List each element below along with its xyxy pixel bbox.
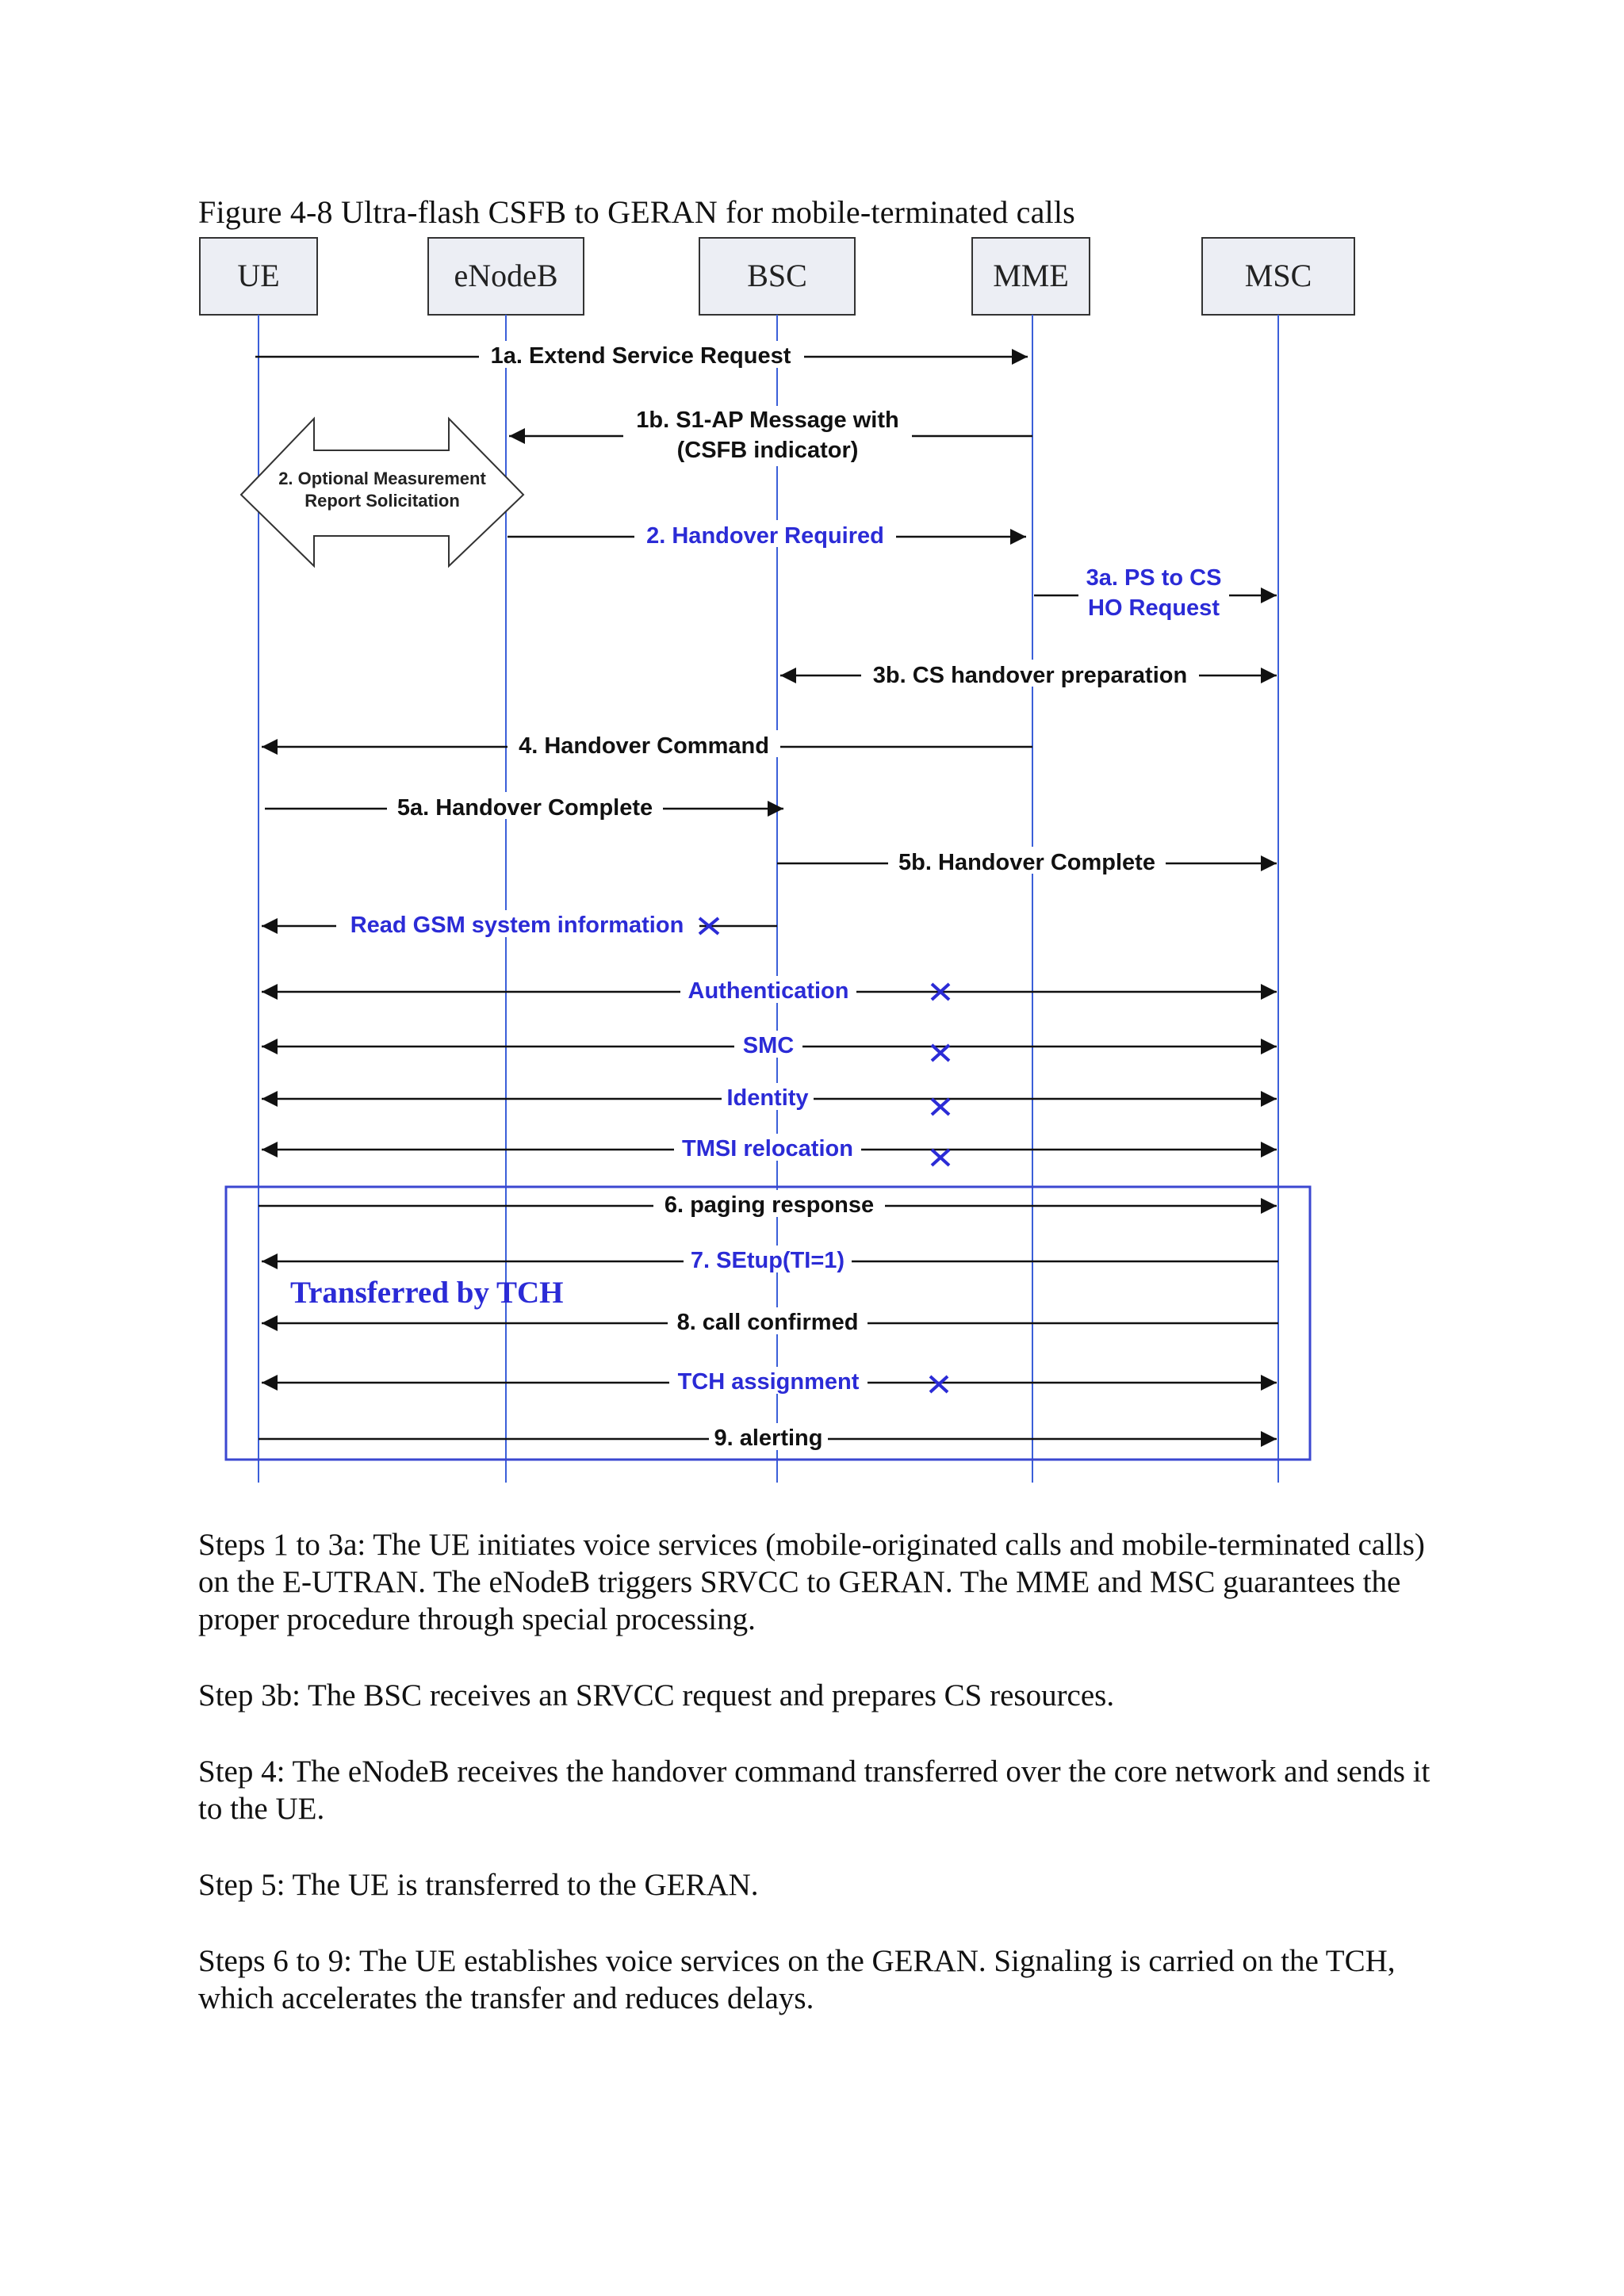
paragraph-steps-1-3a: Steps 1 to 3a: The UE initiates voice services (mobile-originated calls and mobile-terminated calls) on the E-UTRAN. The eNodeB triggers SRVCC to GERAN. The MME and MSC guarantees the proper procedure through special processing.	[198, 1528, 1425, 1636]
entity-label: MME	[993, 258, 1069, 293]
label-tch-assignment: TCH assignment	[677, 1369, 860, 1395]
label-tmsi: TMSI relocation	[682, 1136, 853, 1161]
label-3a-line2: HO Request	[1088, 595, 1220, 621]
cross-icon	[932, 1099, 949, 1115]
note-line-1: 2. Optional Measurement	[278, 469, 486, 488]
entity-enodeb	[428, 238, 584, 315]
label-authentication: Authentication	[688, 978, 849, 1004]
label-5b: 5b. Handover Complete	[898, 850, 1155, 875]
label-7: 7. SEtup(TI=1)	[690, 1248, 845, 1273]
label-4: 4. Handover Command	[519, 733, 769, 759]
label-read-gsm: Read GSM system information	[350, 913, 684, 938]
entity-label: UE	[237, 258, 280, 293]
entity-bsc	[699, 238, 855, 315]
entity-label: BSC	[747, 258, 807, 293]
label-3a: 3a. PS to CS	[1086, 565, 1222, 591]
figure-caption: Figure 4-8 Ultra-flash CSFB to GERAN for mobile-terminated calls	[198, 194, 1075, 230]
label-identity: Identity	[726, 1085, 809, 1111]
label-6: 6. paging response	[664, 1192, 875, 1218]
label-1a: 1a. Extend Service Request	[490, 343, 791, 369]
cross-icon	[930, 1376, 948, 1392]
entity-label: MSC	[1244, 258, 1312, 293]
note-line-2: Report Solicitation	[304, 491, 460, 511]
cross-icon	[932, 1150, 949, 1165]
label-1b: 1b. S1-AP Message with	[636, 408, 899, 433]
paragraph-step-3b: Step 3b: The BSC receives an SRVCC request and prepares CS resources.	[198, 1678, 1115, 1712]
body-text	[198, 1526, 1435, 2056]
entity-label: eNodeB	[454, 258, 558, 293]
entity-msc	[1202, 238, 1354, 315]
label-5a: 5a. Handover Complete	[396, 795, 653, 821]
entity-mme	[972, 238, 1090, 315]
label-3b: 3b. CS handover preparation	[872, 663, 1188, 688]
tch-box-label: Transferred by TCH	[290, 1276, 564, 1310]
label-9: 9. alerting	[714, 1425, 823, 1451]
optional-measurement-note	[241, 419, 523, 566]
paragraph-step-4: Step 4: The eNodeB receives the handover command transferred over the core network and sends it to the UE.	[198, 1755, 1431, 1826]
label-smc: SMC	[742, 1033, 795, 1058]
entity-ue	[200, 238, 317, 315]
label-2: 2. Handover Required	[646, 523, 884, 549]
paragraph-steps-6-9: Steps 6 to 9: The UE establishes voice services on the GERAN. Signaling is carried on the TCH, which accelerates the transfer and reduces delays.	[198, 1944, 1396, 2015]
label-8: 8. call confirmed	[676, 1310, 859, 1335]
paragraph-step-5: Step 5: The UE is transferred to the GERAN.	[198, 1868, 759, 1902]
label-1b-line2: (CSFB indicator)	[676, 438, 859, 463]
